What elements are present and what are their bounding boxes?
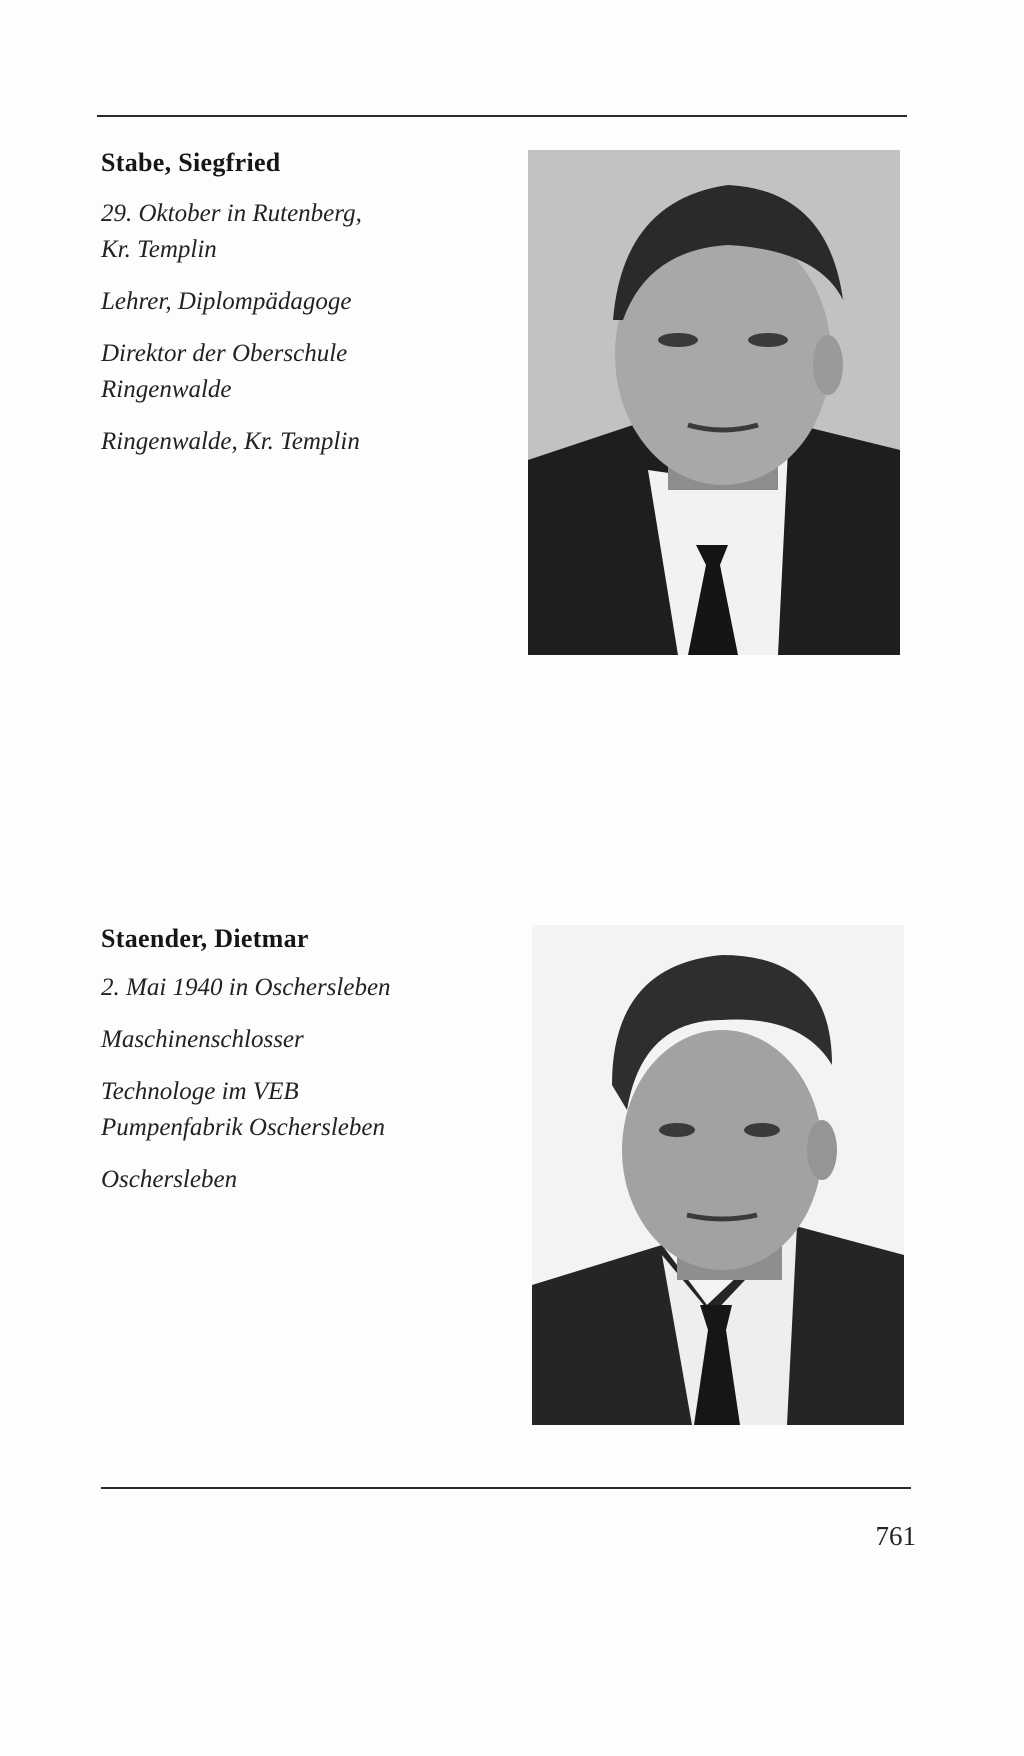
top-rule [97,115,907,117]
portrait-photo-staender [532,925,904,1425]
portrait-illustration [528,150,900,655]
portrait-photo-stabe [528,150,900,655]
entry-line-residence: Oschersleben [101,1166,238,1193]
entry-name-staender: Staender, Dietmar [101,924,309,953]
entry-line-profession: Lehrer, Diplompädagoge [101,288,352,315]
portrait-illustration [532,925,904,1425]
entry-line-residence: Ringenwalde, Kr. Templin [101,428,360,455]
entry-name-stabe: Stabe, Siegfried [101,148,281,177]
bottom-rule [101,1487,911,1489]
page-number: 761 [875,1521,916,1551]
entry-line-birth: 2. Mai 1940 in Oschersleben [101,974,391,1001]
entry-details-stabe [101,196,501,476]
entry-line-birth: 29. Oktober in Rutenberg, Kr. Templin [101,200,362,263]
entry-line-position: Technologe im VEB Pumpenfabrik Oschersleben [101,1078,385,1141]
entry-line-position: Direktor der Oberschule Ringenwalde [101,340,348,403]
entry-details-staender [101,970,501,1214]
entry-line-profession: Maschinenschlosser [101,1026,304,1053]
